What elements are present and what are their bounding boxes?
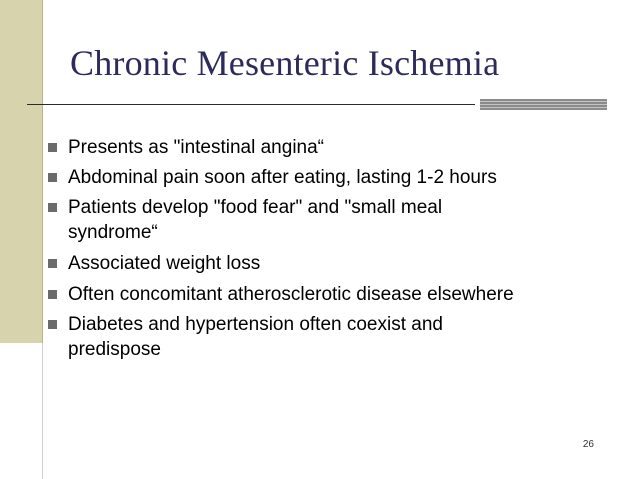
square-bullet-icon [48,320,57,329]
square-bullet-icon [48,290,57,299]
page-number: 26 [582,439,594,450]
square-bullet-icon [48,259,57,268]
square-bullet-icon [48,203,57,212]
square-bullet-icon [48,173,57,182]
bullet-text: Abdominal pain soon after eating, lasting 1-2 hours [68,167,497,188]
bullet-text: Often concomitant atherosclerotic disease elsewhere [68,284,514,305]
slide-title: Chronic Mesenteric Ischemia [70,43,500,83]
bullet-text: Patients develop "food fear" and "small meal syndrome“ [68,197,443,243]
bullet-text: Associated weight loss [68,253,261,274]
bullet-text: Presents as "intestinal angina“ [68,137,324,158]
bullet-text: Diabetes and hypertension often coexist and predispose [68,314,443,360]
square-bullet-icon [48,143,57,152]
